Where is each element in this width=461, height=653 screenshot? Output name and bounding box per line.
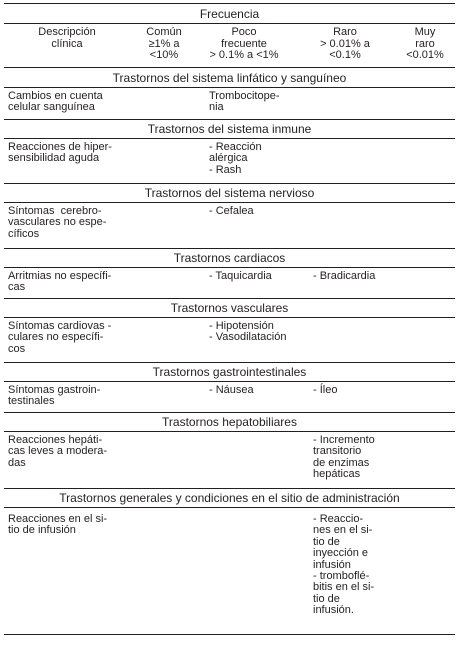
section-rule <box>4 119 455 120</box>
frequency-header: Frecuencia <box>199 7 260 21</box>
description-cell: Síntomas gastroin- testinales <box>8 384 101 408</box>
column-header-muy-raro: Muy raro <0.01% <box>406 26 444 61</box>
section-title-cardiacos: Trastornos cardiacos <box>173 251 286 265</box>
section-title-linfatico: Trastornos del sistema linfático y sanguíneo <box>112 71 347 85</box>
section-rule <box>4 267 455 268</box>
section-rule <box>4 138 455 139</box>
raro-cell: - Íleo <box>313 384 338 396</box>
section-title-gastrointestinales: Trastornos gastrointestinales <box>152 365 307 379</box>
description-cell: Síntomas cerebro- vasculares no espe- cíficos <box>8 205 107 240</box>
column-header-raro: Raro > 0.01% a <0.1% <box>320 26 370 61</box>
section-rule <box>4 87 455 88</box>
section-rule <box>4 488 455 489</box>
section-rule <box>4 202 455 203</box>
description-cell: Síntomas cardiovas - culares no específi- cos <box>8 320 112 355</box>
poco-frecuente-cell: - Reacción alérgica - Rash <box>209 141 262 176</box>
description-cell: Reacciones en el si- tio de infusión <box>8 513 108 537</box>
poco-frecuente-cell: - Náusea <box>209 384 254 396</box>
poco-frecuente-cell: Trombocitope- nia <box>209 90 280 114</box>
table-top-rule <box>4 3 455 4</box>
section-title-vasculares: Trastornos vasculares <box>170 301 289 315</box>
column-header-poco-frecuente: Poco frecuente > 0.1% a <1% <box>209 26 279 61</box>
table-bottom-rule <box>4 634 455 635</box>
raro-cell: - Reaccio- nes en el si- tio de inyección e infusión - tromboflé- bitis en el si- tio de infusión. <box>313 513 375 617</box>
section-rule <box>4 431 455 432</box>
section-rule <box>4 412 455 413</box>
section-title-inmune: Trastornos del sistema inmune <box>147 122 312 136</box>
column-header-comun: Común ≥1% a <10% <box>146 26 182 61</box>
frequency-header-rule <box>4 23 455 24</box>
raro-cell: - Bradicardia <box>313 270 376 282</box>
section-title-hepatobiliares: Trastornos hepatobiliares <box>162 415 297 429</box>
section-rule <box>4 381 455 382</box>
column-header-rule <box>4 67 455 68</box>
section-rule <box>4 317 455 318</box>
section-rule <box>4 362 455 363</box>
description-cell: Reacciones de hiper- sensibilidad aguda <box>8 141 112 165</box>
section-title-generales: Trastornos generales y condiciones en el sitio de administración <box>59 491 400 505</box>
section-title-nervioso: Trastornos del sistema nervioso <box>144 186 315 200</box>
raro-cell: - Incremento transitorio de enzimas hepáticas <box>313 434 375 481</box>
section-rule <box>4 248 455 249</box>
poco-frecuente-cell: - Cefalea <box>209 205 254 217</box>
section-rule <box>4 298 455 299</box>
section-rule <box>4 183 455 184</box>
column-header-description: Descripción clínica <box>38 26 96 50</box>
poco-frecuente-cell: - Hipotensión - Vasodilatación <box>209 320 287 344</box>
section-rule <box>4 507 455 508</box>
description-cell: Arritmias no específi- cas <box>8 270 112 294</box>
poco-frecuente-cell: - Taquicardia <box>209 270 272 282</box>
description-cell: Cambios en cuenta celular sanguínea <box>8 90 103 114</box>
description-cell: Reacciones hepáti- cas leves a modera- das <box>8 434 108 469</box>
